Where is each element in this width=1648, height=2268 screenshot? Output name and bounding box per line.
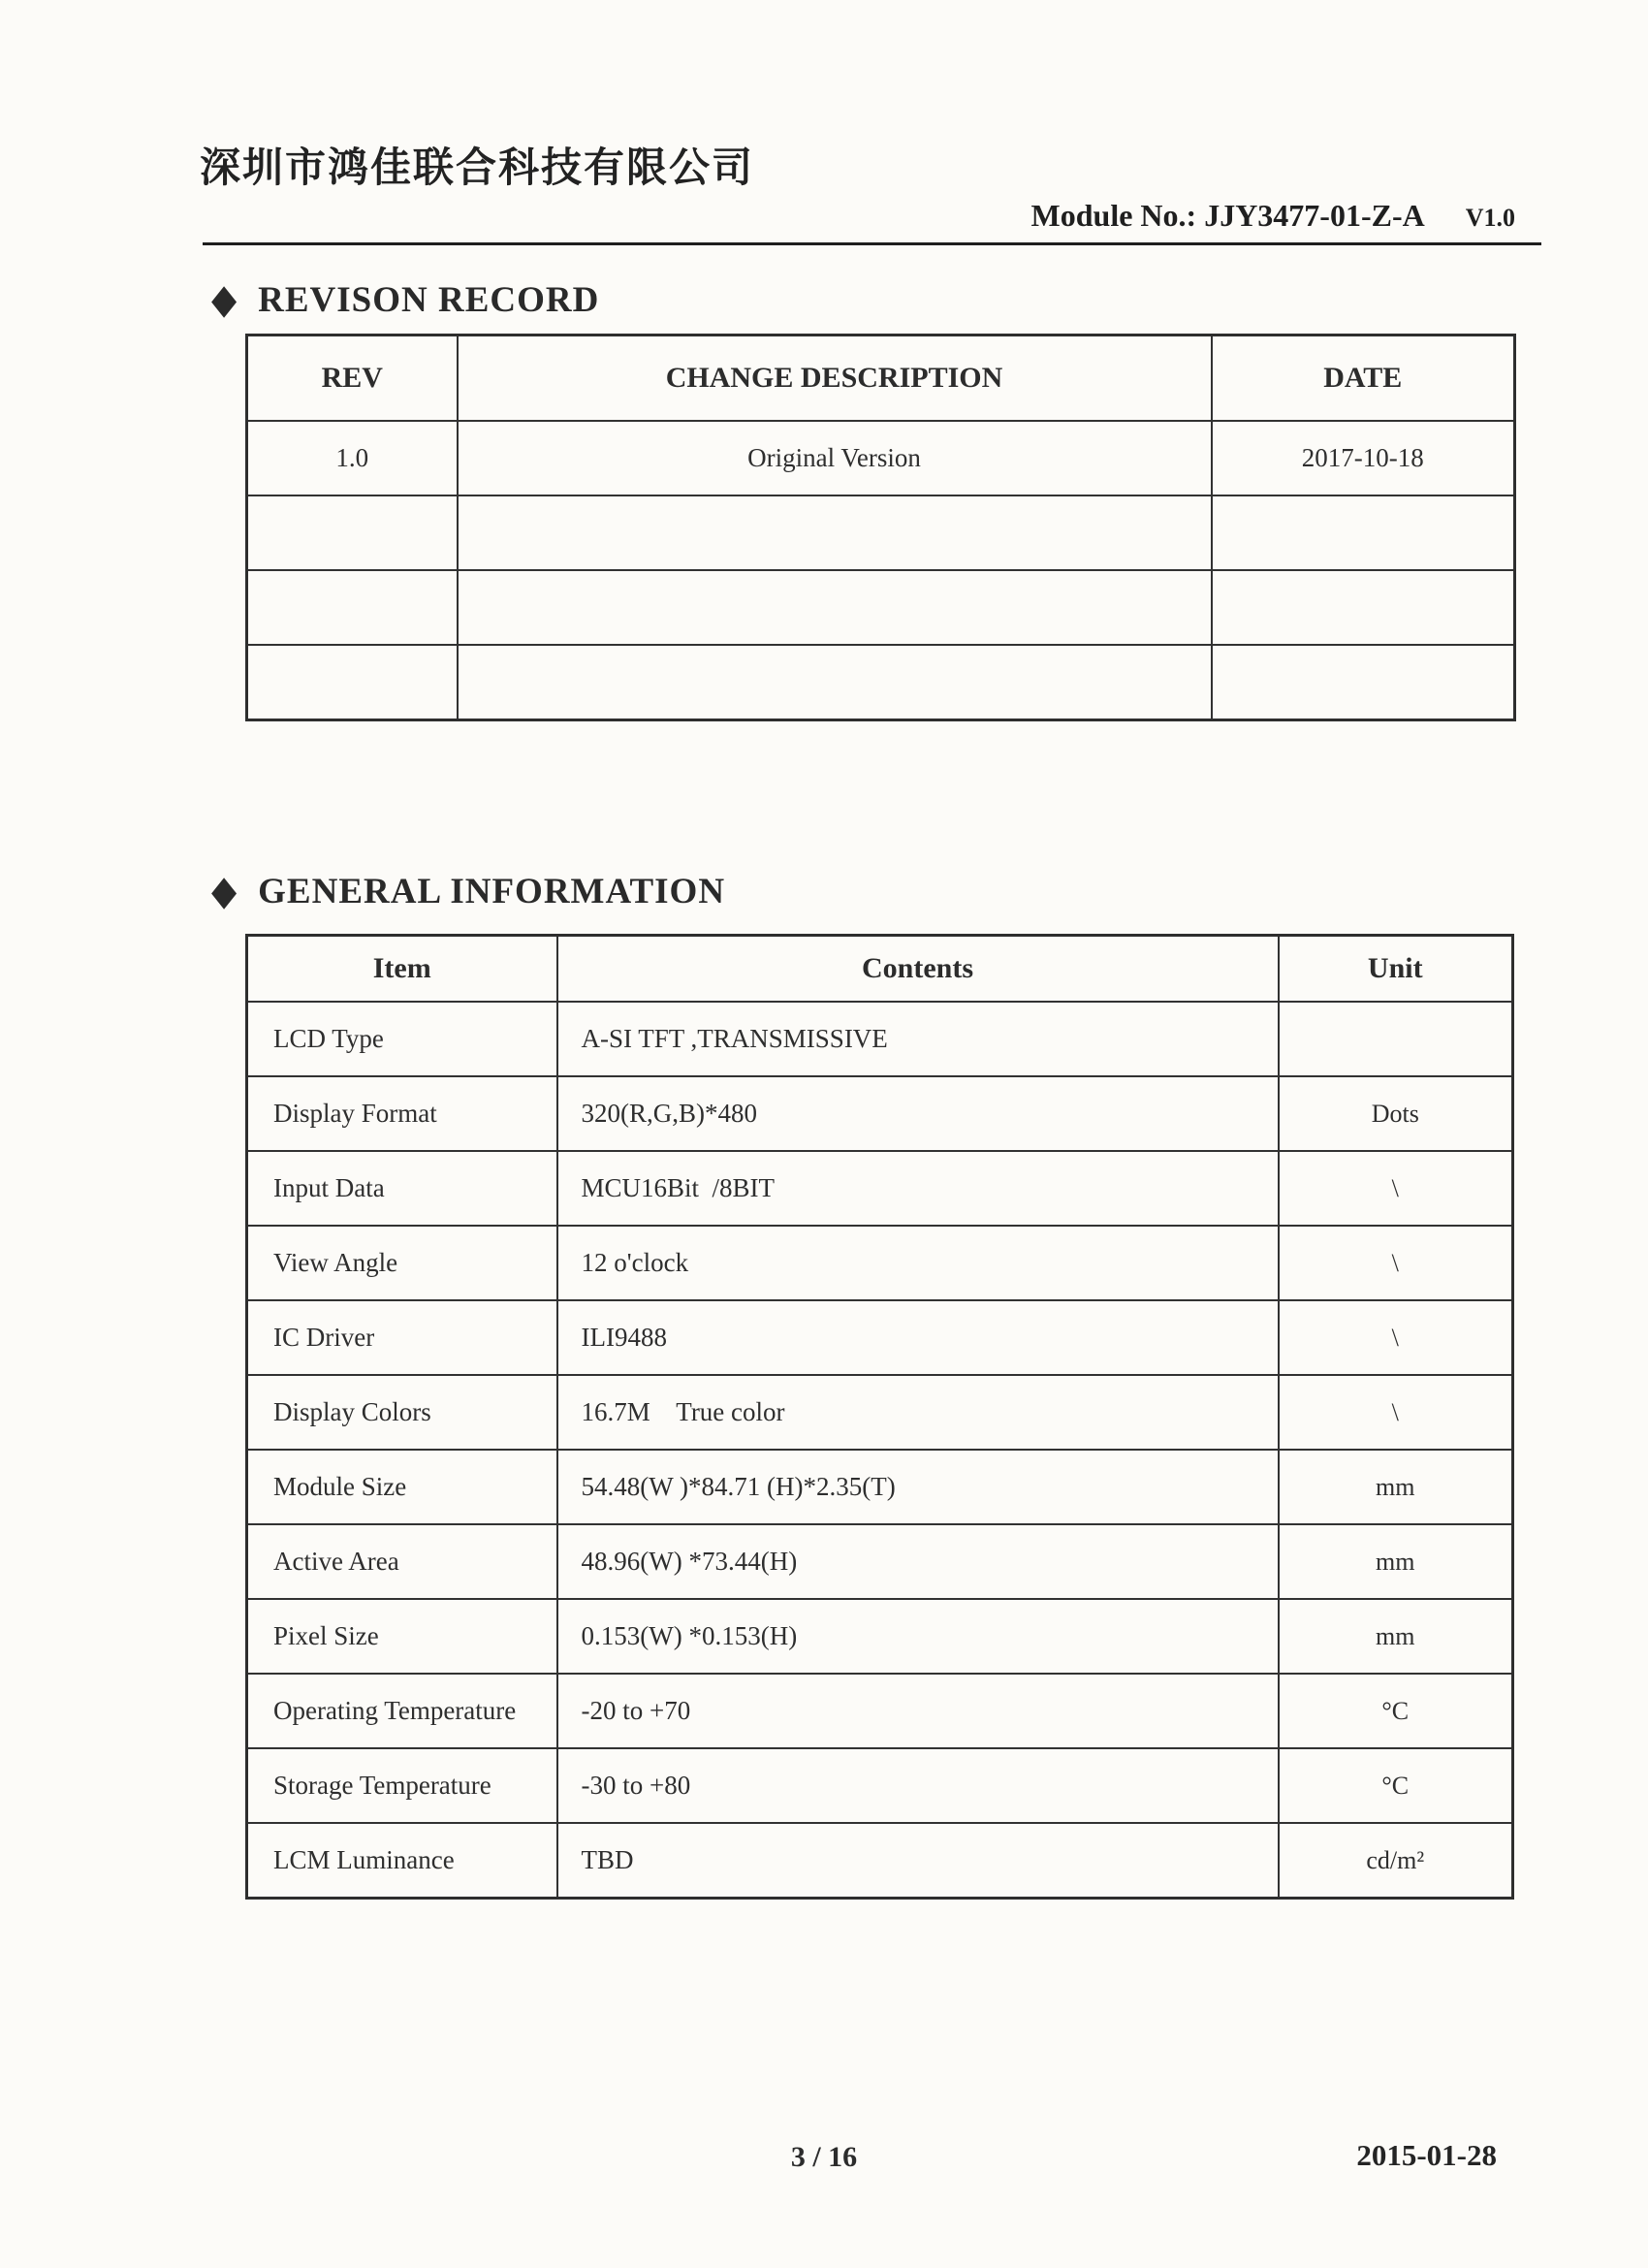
table-row bbox=[247, 1002, 1513, 1076]
date-cell: 2017-10-18 bbox=[1212, 421, 1515, 495]
item-cell: Pixel Size bbox=[247, 1599, 557, 1674]
description-cell bbox=[458, 495, 1212, 570]
rev-cell bbox=[247, 495, 458, 570]
date-column-header: DATE bbox=[1212, 335, 1515, 422]
change-description-column-header: CHANGE DESCRIPTION bbox=[458, 335, 1212, 422]
contents-cell: ILI9488 bbox=[557, 1300, 1279, 1375]
item-cell: LCM Luminance bbox=[247, 1823, 557, 1899]
rev-cell bbox=[247, 645, 458, 720]
unit-cell: °C bbox=[1279, 1674, 1513, 1748]
item-cell: IC Driver bbox=[247, 1300, 557, 1375]
company-name: 深圳市鸿佳联合科技有限公司 bbox=[200, 146, 755, 191]
table-row bbox=[247, 1300, 1513, 1375]
table-row bbox=[247, 1076, 1513, 1151]
general-information-table bbox=[245, 934, 1514, 1900]
table-row bbox=[247, 1375, 1513, 1450]
contents-cell: A-SI TFT ,TRANSMISSIVE bbox=[557, 1002, 1279, 1076]
rev-cell: 1.0 bbox=[247, 421, 458, 495]
table-row bbox=[247, 495, 1515, 570]
unit-cell: \ bbox=[1279, 1151, 1513, 1226]
unit-cell: \ bbox=[1279, 1226, 1513, 1300]
contents-cell: 0.153(W) *0.153(H) bbox=[557, 1599, 1279, 1674]
contents-cell: 16.7M True color bbox=[557, 1375, 1279, 1450]
unit-cell: mm bbox=[1279, 1450, 1513, 1524]
item-cell: LCD Type bbox=[247, 1002, 557, 1076]
module-version: V1.0 bbox=[1465, 204, 1515, 232]
unit-cell: mm bbox=[1279, 1599, 1513, 1674]
general-information-heading bbox=[211, 868, 726, 913]
unit-cell: Dots bbox=[1279, 1076, 1513, 1151]
table-row bbox=[247, 1524, 1513, 1599]
section-title-general-information: GENERAL INFORMATION bbox=[258, 872, 726, 911]
contents-cell: 12 o'clock bbox=[557, 1226, 1279, 1300]
revision-record-table bbox=[245, 334, 1516, 721]
table-row bbox=[247, 1748, 1513, 1823]
diamond-icon: ◆ bbox=[211, 868, 238, 913]
date-cell bbox=[1212, 495, 1515, 570]
description-cell bbox=[458, 570, 1212, 645]
unit-column-header: Unit bbox=[1279, 936, 1513, 1003]
header-divider bbox=[203, 242, 1541, 245]
table-header-row bbox=[247, 335, 1515, 422]
table-row bbox=[247, 1599, 1513, 1674]
contents-column-header: Contents bbox=[557, 936, 1279, 1003]
section-title-revision-record: REVISON RECORD bbox=[258, 280, 600, 320]
item-column-header: Item bbox=[247, 936, 557, 1003]
contents-cell: 48.96(W) *73.44(H) bbox=[557, 1524, 1279, 1599]
unit-cell: cd/m² bbox=[1279, 1823, 1513, 1899]
unit-cell: \ bbox=[1279, 1375, 1513, 1450]
footer-date: 2015-01-28 bbox=[1356, 2138, 1497, 2172]
description-cell: Original Version bbox=[458, 421, 1212, 495]
unit-cell: \ bbox=[1279, 1300, 1513, 1375]
contents-cell: 320(R,G,B)*480 bbox=[557, 1076, 1279, 1151]
table-header-row bbox=[247, 936, 1513, 1003]
item-cell: Display Colors bbox=[247, 1375, 557, 1450]
unit-cell bbox=[1279, 1002, 1513, 1076]
table-row bbox=[247, 421, 1515, 495]
unit-cell: mm bbox=[1279, 1524, 1513, 1599]
unit-cell: °C bbox=[1279, 1748, 1513, 1823]
rev-column-header: REV bbox=[247, 335, 458, 422]
table-row bbox=[247, 1450, 1513, 1524]
item-cell: View Angle bbox=[247, 1226, 557, 1300]
item-cell: Storage Temperature bbox=[247, 1748, 557, 1823]
item-cell: Operating Temperature bbox=[247, 1674, 557, 1748]
contents-cell: -30 to +80 bbox=[557, 1748, 1279, 1823]
date-cell bbox=[1212, 645, 1515, 720]
table-row bbox=[247, 1823, 1513, 1899]
diamond-icon: ◆ bbox=[211, 276, 238, 322]
contents-cell: -20 to +70 bbox=[557, 1674, 1279, 1748]
module-number-line bbox=[1031, 198, 1515, 234]
item-cell: Input Data bbox=[247, 1151, 557, 1226]
contents-cell: TBD bbox=[557, 1823, 1279, 1899]
date-cell bbox=[1212, 570, 1515, 645]
page-number: 3 / 16 bbox=[790, 2141, 858, 2173]
description-cell bbox=[458, 645, 1212, 720]
table-row bbox=[247, 645, 1515, 720]
table-row bbox=[247, 1226, 1513, 1300]
item-cell: Display Format bbox=[247, 1076, 557, 1151]
item-cell: Active Area bbox=[247, 1524, 557, 1599]
contents-cell: 54.48(W )*84.71 (H)*2.35(T) bbox=[557, 1450, 1279, 1524]
table-row bbox=[247, 1151, 1513, 1226]
contents-cell: MCU16Bit /8BIT bbox=[557, 1151, 1279, 1226]
table-row bbox=[247, 1674, 1513, 1748]
item-cell: Module Size bbox=[247, 1450, 557, 1524]
module-number: Module No.: JJY3477-01-Z-A bbox=[1030, 198, 1425, 233]
table-row bbox=[247, 570, 1515, 645]
rev-cell bbox=[247, 570, 458, 645]
revision-record-heading bbox=[211, 276, 600, 322]
